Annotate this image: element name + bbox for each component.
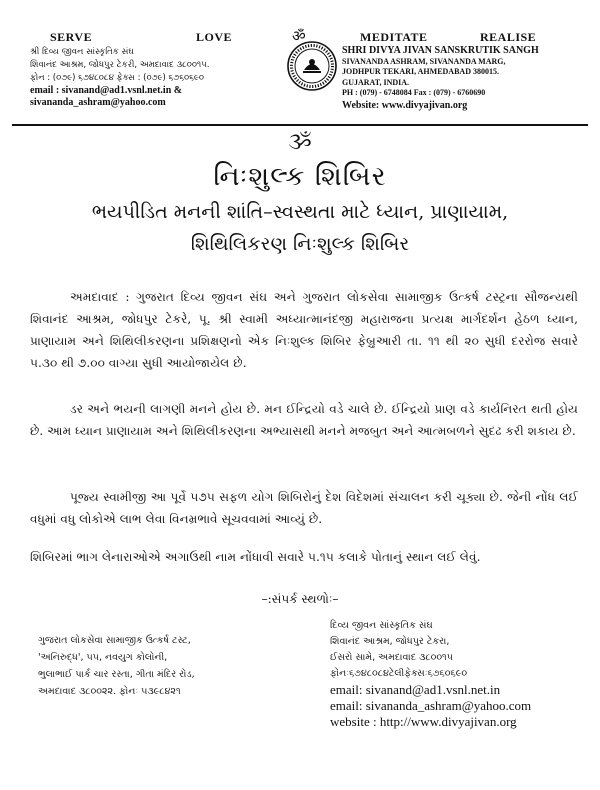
- contact-right-line: ઈસરો સામે, અમદાવાદ ૩૮૦૦૧૫: [330, 652, 453, 663]
- letterhead-left-line: શ્રી દિવ્ય જીવન સાંસ્કૃતિક સંઘ: [30, 47, 134, 57]
- letterhead-right: [342, 46, 582, 111]
- paragraph-intro: અમદાવાદ : ગુજરાત દિવ્ય જીવન સંઘ અને ગુજરાત લોકસેવા સામાજીક ઉત્કર્ષ ટસ્ટ્રના સૌજન્યથી શિવાનંદ આશ્રમ, જોધપુર ટેકરે, પૂ. શ્રી સ્વામી અધ્યાત્માનંદજી મહારાજના પ્રત્યક્ષ માર્ગદર્શન હેઠળ ધ્યાન, પ્રાણાયામ અને શિથિલીકરણના પ્રશિક્ષણનો એક નિઃશુલ્ક શિબિર ફેબ્રુઆરી તા. ૧૧ થી ૨૦ સુધી દરરોજ સવારે ૫.૩૦ થી ૭.૦૦ વાગ્યા સુધી આયોજાયેલ છે.: [30, 290, 578, 370]
- letterhead-website[interactable]: Website: www.divyajivan.org: [342, 99, 468, 111]
- letterhead-right-line: SIVANANDA ASHRAM, SIVANANDA MARG,: [342, 56, 506, 66]
- letterhead-left: [30, 46, 280, 109]
- paragraph-mind: ડર અને ભયની લાગણી મનને હોય છે. મન ઈન્દ્રિયો વડે ચાલે છે. ઈન્દ્રિયો પ્રાણ વડે કાર્યનિરત થતી હોય છે. આમ ધ્યાન પ્રાણાયામ અને શિથિલીકરણના અભ્યાસથી મનને મજબુત અને આત્મબળને સુદઢ કરી શકાય છે.: [30, 402, 578, 438]
- contact-right-line: દિવ્ય જીવન સાંસ્કૃતિક સંઘ: [330, 620, 433, 631]
- page-subtitle-1: ભયપીડિત મનની શાંતિ–સ્વસ્થતા માટે ધ્યાન, પ્રાણાયામ,: [91, 201, 509, 223]
- contact-left-line: ભુલાભાઈ પાર્ક ચાર રસ્તા, ગીતા મંદિર રોડ,: [38, 669, 195, 680]
- header-divider: [12, 124, 588, 126]
- motto-om: ॐ: [292, 27, 307, 45]
- paragraph-swamiji: પૂજ્ય સ્વામીજી આ પૂર્વે ૫૭૫ સફળ યોગ શિબિરોનું દેશ વિદેશમાં સંચાલન કરી ચૂક્યા છે. જેની નોંધ લઈ વધુમાં વધુ લોકોએ લાભ લેવા વિનમ્રભાવે સૂચવવામાં આવ્યું છે.: [30, 490, 578, 526]
- om-symbol: ૐ: [288, 130, 312, 155]
- motto-meditate: MEDITATE: [360, 30, 428, 44]
- letterhead-right-line: JODHPUR TEKARI, AHMEDABAD 380015.: [342, 67, 499, 76]
- contact-email-2[interactable]: email: sivananda_ashram@yahoo.com: [330, 698, 532, 713]
- contact-address-right: [330, 618, 592, 730]
- paragraph-instructions: શિબિરમાં ભાગ લેનારાઓએ અગાઉથી નામ નોંધાવી સવારે ૫.૧૫ કલાકે પોતાનું સ્થાન લઈ લેવું.: [30, 550, 481, 564]
- page-title: નિઃશુલ્ક શિબિર: [213, 161, 387, 192]
- page-subtitle-2: શિથિલિકરણ નિઃશુલ્ક શિબિર: [190, 233, 410, 255]
- letterhead-right-line: PH : (079) - 6748084 Fax : (079) - 6760690: [342, 88, 486, 97]
- motto-realise: REALISE: [480, 30, 537, 44]
- letterhead-org-name: SHRI DIVYA JIVAN SANSKRUTIK SANGH: [342, 45, 539, 56]
- seal-logo-icon: [286, 40, 338, 92]
- motto-love: LOVE: [196, 30, 233, 44]
- contact-left-line: અમદાવાદ ૩૮૦૦૨૨. ફોનઃ ૫૩૯૮૪૨૧: [38, 686, 181, 697]
- contact-heading: –:સંપર્ક સ્થળોઃ–: [261, 592, 339, 606]
- motto-serve: SERVE: [50, 30, 93, 44]
- letterhead-left-line: શિવાનંદ આશ્રમ, જોધપુર ટેકરી, અમદાવાદ ૩૮૦૦૧૫.: [30, 60, 210, 70]
- contact-right-line: શિવાનંદ આશ્રમ, જોધપુર ટેકરા,: [330, 636, 450, 647]
- contact-website[interactable]: website : http://www.divyajivan.org: [330, 714, 517, 729]
- contact-email-1[interactable]: email: sivanand@ad1.vsnl.net.in: [330, 682, 501, 697]
- contact-left-line: 'અનિરુદ્ધ', ૫૫, નવયુગ કોલોની,: [38, 652, 168, 663]
- letterhead-left-email-2[interactable]: sivananda_ashram@yahoo.com: [30, 97, 166, 108]
- contact-left-line: ગુજરાત લોકસેવા સામાજીક ઉત્કર્ષ ટસ્ટ,: [38, 635, 191, 646]
- contact-right-line: ફોનઃ૬૭૪૮૦૮૪ટેલીફેક્સઃ૬૭૬૦૬૯૦: [330, 668, 468, 679]
- letterhead-left-line: ફોન : (૦૭૯) ૬૭૪૮૦૮૪ ફેક્સ : (૦૭૯) ૬૭૬૦૬૯૦: [30, 73, 204, 83]
- letterhead-right-line: GUJARAT, INDIA.: [342, 77, 410, 87]
- contact-address-left: [38, 632, 318, 700]
- letterhead-left-email[interactable]: email : sivanand@ad1.vsnl.net.in &: [30, 85, 183, 96]
